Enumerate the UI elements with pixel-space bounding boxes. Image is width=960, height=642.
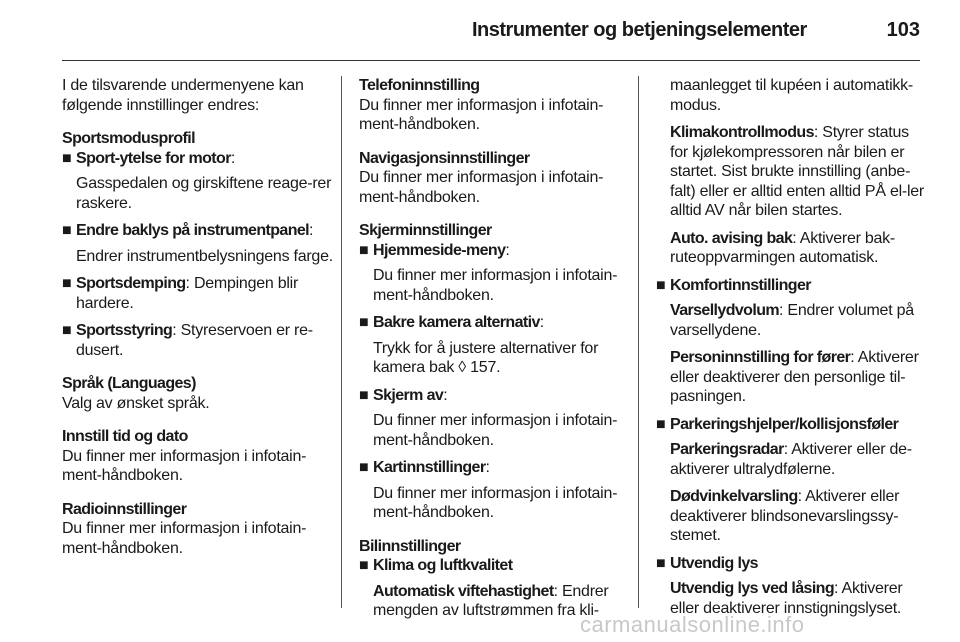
bullet-icon: ■ (62, 222, 72, 239)
section-heading: Radioinnstillinger (62, 500, 187, 518)
section-language: Språk (Languages) Valg av ønsket språk. (62, 374, 334, 413)
item-description: Utvendig lys ved låsing: Aktiverer eller deaktiverer innstigningslyset. (670, 580, 903, 617)
bullet-icon: ■ (656, 554, 666, 572)
item-description: Endrer instrumentbelysningens farge. (76, 247, 333, 265)
list-item: ■ Sportsdemping: Dempingen blir hardere. (62, 275, 299, 312)
section-radio: Radioinnstillinger Du finner mer informasjon i infotain-ment-håndboken. (62, 500, 334, 559)
list-item: ■ Klima og luftkvalitet (359, 557, 513, 574)
item-description: Varsellydvolum: Endrer volumet på varsellydene. (670, 302, 914, 339)
item-description: Personinnstilling for fører: Aktiverer eller deaktiverer den personlige til-pasningen. (670, 349, 919, 405)
section-heading: Navigasjonsinnstillinger (359, 149, 530, 167)
item-description: Gasspedalen og girskiftene reage-rer raskere. (76, 175, 332, 212)
section-heading: Bilinnstillinger (359, 537, 461, 555)
page-title: Instrumenter og betjeningselementer (472, 19, 807, 41)
list-item: ■ Komfortinnstillinger (656, 276, 811, 294)
page-header (62, 0, 920, 61)
section-navigation: Navigasjonsinnstillinger Du finner mer informasjon i infotain-ment-håndboken. (359, 149, 625, 208)
section-heading: Sportsmodusprofil (62, 130, 195, 147)
list-item: ■ Sportsstyring: Styreservoen er re-dusert. (62, 322, 313, 359)
item-description: Klimakontrollmodus: Styrer status for kjølekompressoren når bilen er startet. Sist brukte innstilling (anbe-falt) eller er alltid enten alltid PÅ el-ler alltid AV når bilen startes. (670, 124, 925, 219)
bullet-icon: ■ (359, 557, 369, 574)
item-description: Dødvinkelvarsling: Aktiverer eller deaktiverer blindsonevarslingssy-stemet. (670, 488, 900, 544)
bullet-icon: ■ (62, 322, 72, 339)
item-description: Du finner mer informasjon i infotain-ment-håndboken. (373, 484, 618, 521)
page-number: 103 (886, 19, 920, 41)
list-item: ■ Skjerm av: (359, 386, 448, 404)
bullet-icon: ■ (359, 459, 369, 476)
list-item: ■ Utvendig lys (656, 554, 758, 572)
list-item: ■ Parkeringshjelper/kollisjonsføler (656, 415, 899, 433)
list-item: ■ Hjemmeside-meny: (359, 241, 510, 259)
item-description: Du finner mer informasjon i infotain-ment-håndboken. (373, 267, 618, 304)
list-item: ■ Bakre kamera alternativ: (359, 314, 544, 331)
bullet-icon: ■ (359, 241, 369, 259)
bullet-icon: ■ (656, 276, 666, 294)
bullet-icon: ■ (62, 275, 72, 292)
section-heading: Innstill tid og dato (62, 428, 188, 445)
section-heading: Skjerminnstillinger (359, 222, 492, 239)
column-divider (638, 76, 639, 608)
intro-paragraph: I de tilsvarende undermenyene kan følgende innstillinger endres: (62, 77, 304, 114)
list-item: ■ Endre baklys på instrumentpanel: (62, 222, 314, 239)
column-3 (656, 76, 924, 626)
column-divider (341, 76, 342, 608)
bullet-icon: ■ (359, 386, 369, 404)
item-description: Trykk for å justere alternativer for kamera bak ◊ 157. (373, 339, 599, 376)
section-heading: Telefoninnstilling (359, 77, 480, 94)
bullet-icon: ■ (62, 149, 72, 167)
item-description: Auto. avising bak: Aktiverer bak-ruteoppvarmingen automatisk. (670, 229, 895, 266)
section-screen (359, 221, 625, 523)
item-description: maanlegget til kupéen i automatikk-modus. (670, 77, 913, 114)
item-description: Automatisk viftehastighet: Endrer mengden av luftstrømmen fra kli- (373, 582, 609, 619)
bullet-icon: ■ (656, 415, 666, 433)
bullet-icon: ■ (359, 314, 369, 331)
list-item: ■ Sport-ytelse for motor: (62, 149, 236, 167)
section-phone: Telefoninnstilling Du finner mer informasjon i infotain-ment-håndboken. (359, 76, 625, 135)
watermark-text: carmanualsonline.info (580, 612, 805, 637)
list-item: ■ Kartinnstillinger: (359, 459, 490, 476)
section-heading: Språk (Languages) (62, 375, 196, 392)
section-vehicle (359, 537, 625, 621)
section-time: Innstill tid og dato Du finner mer informasjon i infotain-ment-håndboken. (62, 427, 334, 486)
column-1 (62, 76, 334, 572)
column-2 (359, 76, 625, 635)
item-description: Parkeringsradar: Aktiverer eller de-aktiverer ultralydfølerne. (670, 441, 912, 478)
item-description: Du finner mer informasjon i infotain-ment-håndboken. (373, 412, 618, 449)
section-sport (62, 129, 334, 360)
